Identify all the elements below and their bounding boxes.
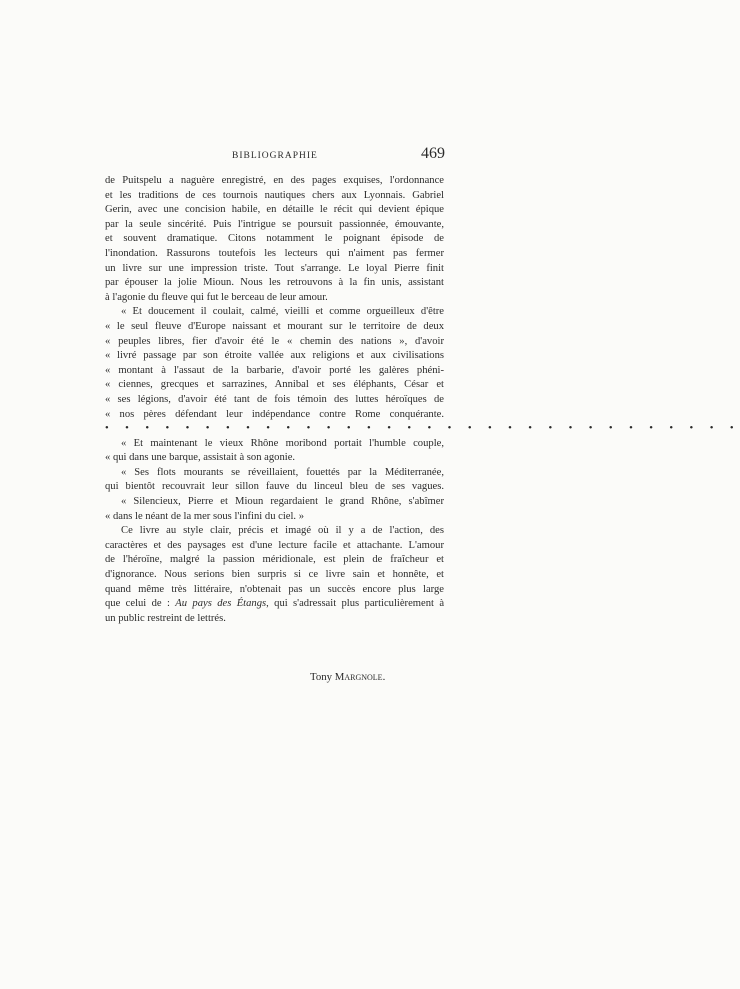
author-first-name: Tony bbox=[310, 671, 333, 683]
author-signature bbox=[310, 671, 385, 683]
quote-line: « ciennes, grecques et sarrazines, Annibal et ses éléphants, César et bbox=[105, 379, 444, 391]
ellipsis-dots-row: • • • • • • • • • • • • • • • • • • • • • • • • • • • • • • • • bbox=[105, 423, 740, 435]
body-text bbox=[105, 174, 740, 626]
text-line: à l'agonie du fleuve qui fut le berceau de leur amour. bbox=[105, 291, 328, 303]
text-line: quand même très littéraire, n'obtenait pas un succès encore plus large bbox=[105, 583, 444, 595]
text-fragment: que celui de : bbox=[105, 598, 176, 610]
quote-line: « peuples libres, fier d'avoir été le « chemin des nations », d'avoir bbox=[105, 335, 444, 347]
quote-line: « qui dans une barque, assistait à son agonie. bbox=[105, 452, 296, 464]
text-line: un public restreint de lettrés. bbox=[105, 612, 226, 624]
text-line: et les traditions de ces tournois nautiques chers aux Lyonnais. Gabriel bbox=[105, 189, 444, 201]
text-line: Ce livre au style clair, précis et imagé où il y a de l'action, des bbox=[121, 525, 444, 537]
quote-line: « montant à l'assaut de la barbarie, d'avoir porté les galères phéni- bbox=[105, 364, 444, 376]
text-line: l'inondation. Rassurons toutefois les lecteurs qui n'aiment pas fermer bbox=[105, 247, 444, 259]
quotation-couple bbox=[105, 437, 444, 466]
text-line: de l'héroïne, malgré la passion méridionale, est plein de fraîcheur et bbox=[105, 554, 444, 566]
quote-line: « nos pères défendant leur indépendance contre Rome conquérante. bbox=[105, 408, 444, 420]
text-line-with-title bbox=[105, 597, 444, 612]
quote-line: « Et doucement il coulait, calmé, vieilli et comme orgueilleux d'être bbox=[121, 306, 444, 318]
paragraph-review-part1 bbox=[105, 174, 444, 305]
quote-line: qui bientôt recouvrait leur sillon fauve du linceul bleu de ses vagues. bbox=[105, 481, 444, 493]
quote-line: « Et maintenant le vieux Rhône moribond portait l'humble couple, bbox=[121, 437, 444, 449]
quotation-waves bbox=[105, 466, 444, 495]
page-header bbox=[105, 145, 445, 169]
running-head: BIBLIOGRAPHIE bbox=[232, 151, 318, 161]
text-line: de Puitspelu a naguère enregistré, en des pages exquises, l'ordonnance bbox=[105, 175, 444, 186]
text-line: Gerin, avec une concision habile, en détaille le récit qui devient épique bbox=[105, 204, 444, 216]
page-number: 469 bbox=[421, 145, 445, 162]
text-line: par épouser la jolie Mioun. Nous les retrouvons à la fin unis, assistant bbox=[105, 277, 444, 289]
text-line: et souvent dramatique. Citons notamment le poignant épisode de bbox=[105, 233, 444, 245]
quote-line: « le seul fleuve d'Europe naissant et mourant sur le territoire de deux bbox=[105, 320, 444, 332]
text-fragment: , qui s'adressait plus particulièrement à bbox=[266, 598, 445, 610]
text-line: caractères et des paysages est d'une lecture facile et attachante. L'amour bbox=[105, 539, 444, 551]
quote-line: « dans le néant de la mer sous l'infini du ciel. » bbox=[105, 510, 305, 522]
quotation-silence bbox=[105, 495, 444, 524]
text-line: par la seule sincérité. Puis l'intrigue se poursuit passionnée, émouvante, bbox=[105, 218, 444, 230]
quote-line: « Ses flots mourants se réveillaient, fouettés par la Méditerranée, bbox=[121, 466, 444, 478]
quote-line: « Silencieux, Pierre et Mioun regardaient le grand Rhône, s'abîmer bbox=[121, 496, 444, 508]
quote-line: « ses légions, d'avoir été tant de fois témoin des luttes héroïques de bbox=[105, 393, 444, 405]
quotation-river bbox=[105, 305, 444, 422]
text-line: un livre sur une impression triste. Tout s'arrange. Le loyal Pierre finit bbox=[105, 262, 444, 274]
paragraph-review-conclusion bbox=[105, 524, 444, 626]
quote-line: « livré passage par son étroite vallée aux religions et aux civilisations bbox=[105, 350, 444, 362]
book-title: Au pays des Étangs bbox=[175, 598, 267, 610]
text-line: d'ignorance. Nous serions bien surpris si ce livre sain et honnête, et bbox=[105, 569, 444, 581]
author-last-name: Margnole. bbox=[334, 671, 386, 683]
